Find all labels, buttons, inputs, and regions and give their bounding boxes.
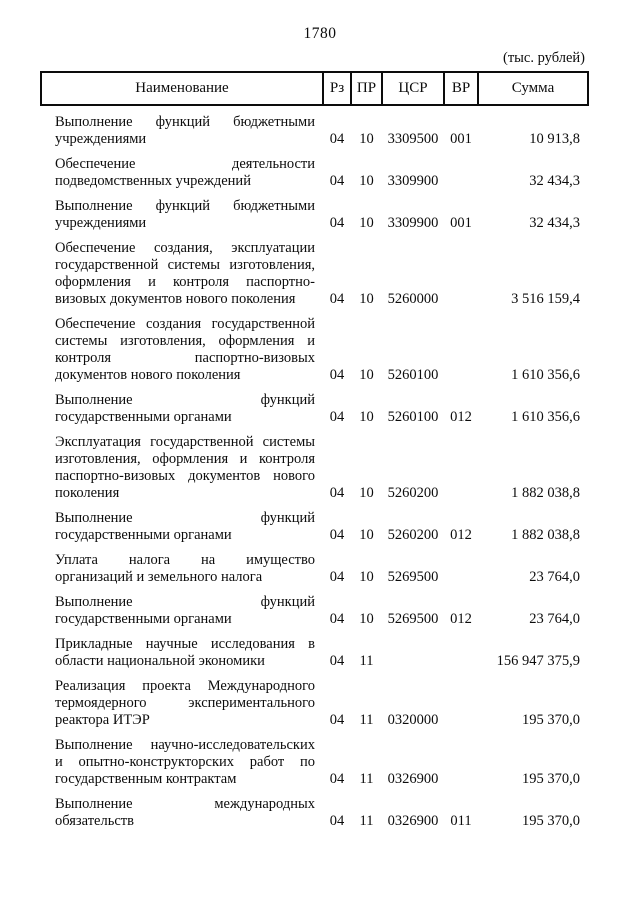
cell-sum: 1 882 038,8 — [511, 527, 580, 543]
column-header-rz: Рз — [323, 72, 351, 105]
cell-rz: 04 — [329, 771, 345, 787]
cell-name: Выполнение научно-исследовательских и опытно-конструкторских работ по государственным контрактам — [55, 737, 315, 787]
cell-vr — [444, 670, 478, 729]
cell-csr: 5269500 — [387, 611, 439, 627]
cell-csr: 3309500 — [387, 131, 439, 147]
table-row — [41, 426, 588, 502]
cell-vr — [444, 308, 478, 384]
cell-rz: 04 — [329, 291, 345, 307]
cell-name: Выполнение международных обязательств — [55, 796, 315, 829]
page-content — [40, 50, 587, 830]
cell-rz: 04 — [329, 173, 345, 189]
cell-vr: 011 — [450, 813, 472, 829]
cell-name: Реализация проекта Международного термоядерного экспериментального реактора ИТЭР — [55, 678, 315, 728]
cell-name: Уплата налога на имущество организаций и земельного налога — [55, 552, 315, 585]
cell-rz: 04 — [329, 569, 345, 585]
cell-rz: 04 — [329, 527, 345, 543]
cell-vr: 012 — [450, 611, 472, 627]
cell-pr: 10 — [359, 409, 374, 425]
cell-pr: 11 — [359, 813, 374, 829]
cell-csr — [382, 628, 444, 670]
table-row — [41, 502, 588, 544]
cell-pr: 10 — [359, 569, 374, 585]
cell-csr: 3309900 — [387, 215, 439, 231]
table-body — [41, 105, 588, 830]
column-header-vr: ВР — [444, 72, 478, 105]
cell-name: Выполнение функций бюджетными учреждениями — [55, 198, 315, 231]
table-row — [41, 670, 588, 729]
cell-name: Выполнение функций бюджетными учреждениями — [55, 114, 315, 147]
cell-rz: 04 — [329, 653, 345, 669]
table-row — [41, 586, 588, 628]
column-header-csr: ЦСР — [382, 72, 444, 105]
table-row — [41, 788, 588, 830]
table-header-row — [41, 72, 588, 105]
cell-name: Выполнение функций государственными органами — [55, 510, 315, 543]
cell-name: Прикладные научные исследования в области национальной экономики — [55, 636, 315, 669]
cell-rz: 04 — [329, 712, 345, 728]
cell-csr: 5269500 — [387, 569, 439, 585]
cell-vr: 012 — [450, 409, 472, 425]
cell-vr — [444, 628, 478, 670]
cell-sum: 3 516 159,4 — [511, 291, 580, 307]
cell-rz: 04 — [329, 813, 345, 829]
cell-name: Выполнение функций государственными органами — [55, 594, 315, 627]
cell-pr: 10 — [359, 131, 374, 147]
cell-pr: 10 — [359, 215, 374, 231]
cell-pr: 11 — [359, 771, 374, 787]
cell-sum: 195 370,0 — [522, 813, 580, 829]
cell-sum: 1 610 356,6 — [511, 409, 580, 425]
column-header-pr: ПР — [351, 72, 382, 105]
cell-pr: 10 — [359, 291, 374, 307]
cell-csr: 3309900 — [387, 173, 439, 189]
cell-pr: 10 — [359, 611, 374, 627]
cell-sum: 23 764,0 — [529, 569, 580, 585]
cell-rz: 04 — [329, 367, 345, 383]
units-note: (тыс. рублей) — [503, 50, 585, 66]
cell-vr — [444, 544, 478, 586]
cell-vr: 001 — [450, 215, 472, 231]
cell-pr: 11 — [359, 653, 374, 669]
column-header-sum: Сумма — [478, 72, 588, 105]
cell-csr: 0320000 — [387, 712, 439, 728]
cell-vr: 001 — [450, 131, 472, 147]
cell-pr: 10 — [359, 367, 374, 383]
cell-vr — [444, 148, 478, 190]
table-row — [41, 232, 588, 308]
cell-csr: 5260100 — [387, 367, 439, 383]
cell-vr — [444, 232, 478, 308]
cell-vr: 012 — [450, 527, 472, 543]
cell-name: Обеспечение создания государственной системы изготовления, оформления и контроля паспортно-визовых документов нового поколения — [55, 316, 315, 383]
cell-rz: 04 — [329, 131, 345, 147]
cell-csr: 5260200 — [387, 485, 439, 501]
page-number: 1780 — [303, 25, 337, 42]
cell-name: Обеспечение деятельности подведомственных учреждений — [55, 156, 315, 189]
cell-sum: 195 370,0 — [522, 712, 580, 728]
cell-rz: 04 — [329, 215, 345, 231]
cell-rz: 04 — [329, 409, 345, 425]
cell-csr: 5260100 — [387, 409, 439, 425]
cell-sum: 156 947 375,9 — [496, 653, 580, 669]
cell-csr: 0326900 — [387, 771, 439, 787]
cell-vr — [444, 426, 478, 502]
cell-vr — [444, 729, 478, 788]
cell-csr: 0326900 — [387, 813, 439, 829]
cell-rz: 04 — [329, 611, 345, 627]
cell-sum: 32 434,3 — [529, 215, 580, 231]
cell-name: Обеспечение создания, эксплуатации государственной системы изготовления, оформления и контроля паспортно- визовых документов нового поколения — [55, 240, 315, 307]
table-row — [41, 190, 588, 232]
column-header-name: Наименование — [41, 72, 323, 105]
cell-rz: 04 — [329, 485, 345, 501]
table-row — [41, 729, 588, 788]
cell-csr: 5260000 — [387, 291, 439, 307]
cell-pr: 11 — [359, 712, 374, 728]
cell-sum: 1 610 356,6 — [511, 367, 580, 383]
table-row — [41, 384, 588, 426]
cell-name: Эксплуатация государственной системы изготовления, оформления и контроля паспортно-визовых документов нового поколения — [55, 434, 315, 501]
table-row — [41, 148, 588, 190]
cell-csr: 5260200 — [387, 527, 439, 543]
cell-sum: 195 370,0 — [522, 771, 580, 787]
table-row — [41, 628, 588, 670]
cell-pr: 10 — [359, 173, 374, 189]
table-row — [41, 105, 588, 148]
cell-sum: 1 882 038,8 — [511, 485, 580, 501]
cell-sum: 32 434,3 — [529, 173, 580, 189]
table-row — [41, 544, 588, 586]
cell-pr: 10 — [359, 485, 374, 501]
cell-pr: 10 — [359, 527, 374, 543]
budget-table — [40, 71, 589, 830]
cell-name: Выполнение функций государственными органами — [55, 392, 315, 425]
cell-sum: 23 764,0 — [529, 611, 580, 627]
cell-sum: 10 913,8 — [529, 131, 580, 147]
table-row — [41, 308, 588, 384]
